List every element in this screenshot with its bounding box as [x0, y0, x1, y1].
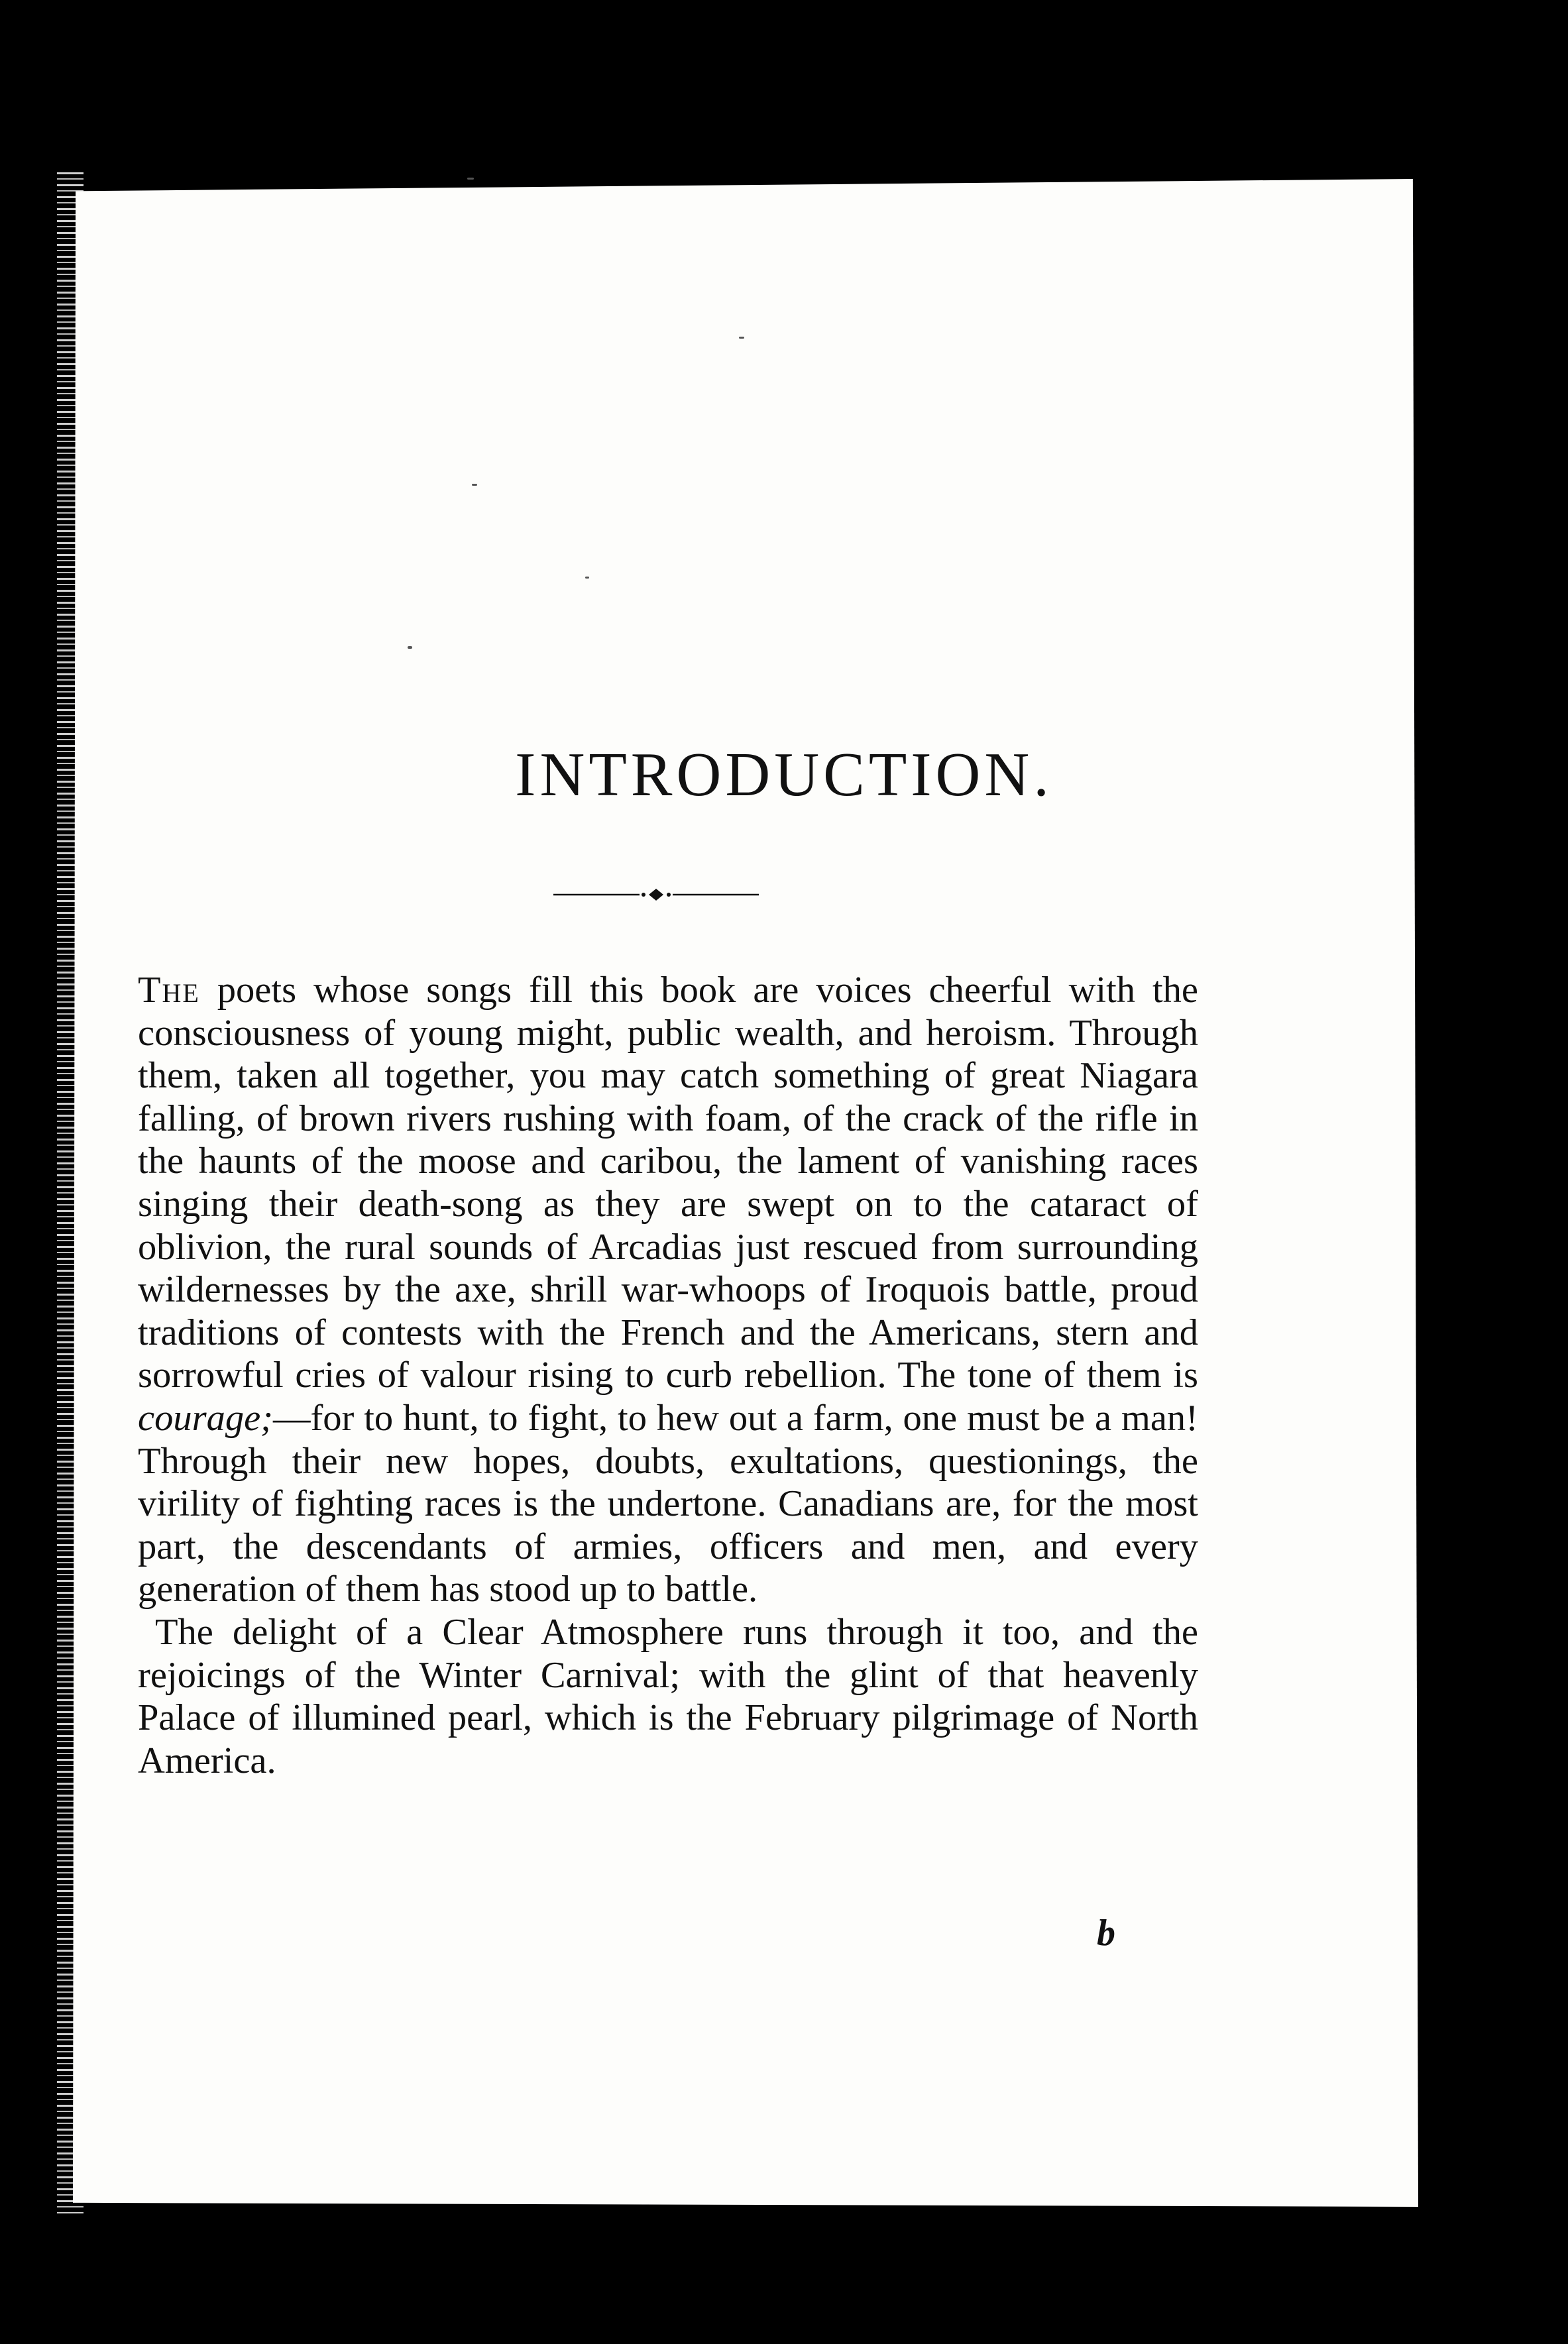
paragraph-1-text-a: poets whose songs fill this book are voices cheerful with the consciousness of young might, public wealth, and heroism. Through them, taken all together, you may catch something of great Niagara falling, of brown rivers rushing with foam, of the crack of the rifle in the haunts of the moose and caribou, the lament of vanishing races singing their death-song as they are swept on to the cataract of oblivion, the rural sounds of Arcadias just rescued from surrounding wildernesses by the axe, shrill war-whoops of Iroquois battle, proud traditions of contests with the French and the Americans, stern and sorrowful cries of valour rising to curb rebellion. The tone of them is — [138, 970, 1198, 1396]
introduction-body — [138, 969, 1198, 1782]
print-speck — [467, 178, 474, 180]
print-speck — [408, 646, 412, 649]
print-speck — [739, 337, 744, 339]
print-speck — [472, 484, 477, 486]
chapter-title: INTRODUCTION. — [515, 740, 1053, 809]
ornament-divider — [553, 885, 759, 905]
paragraph-1-text-b: —for to hunt, to fight, to hew out a farm, one must be a man! Through their new hopes, doubts, exultations, questionings, the virility of fighting races is the undertone. Canadians are, for the most part, the descendants of armies, officers and men, and every generation of them has stood up to battle. — [138, 1397, 1198, 1610]
paragraph-1-first-word: The — [138, 970, 200, 1011]
paragraph-2: The delight of a Clear Atmosphere runs through it too, and the rejoicings of the Winter Carnival; with the glint of that heavenly Palace of illumined pearl, which is the February pilgrimage of North America. — [138, 1611, 1198, 1781]
paragraph-1-italic: courage; — [138, 1397, 273, 1439]
paragraph-1 — [138, 969, 1198, 1611]
signature-mark: b — [1097, 1913, 1115, 1954]
print-speck — [585, 577, 589, 579]
